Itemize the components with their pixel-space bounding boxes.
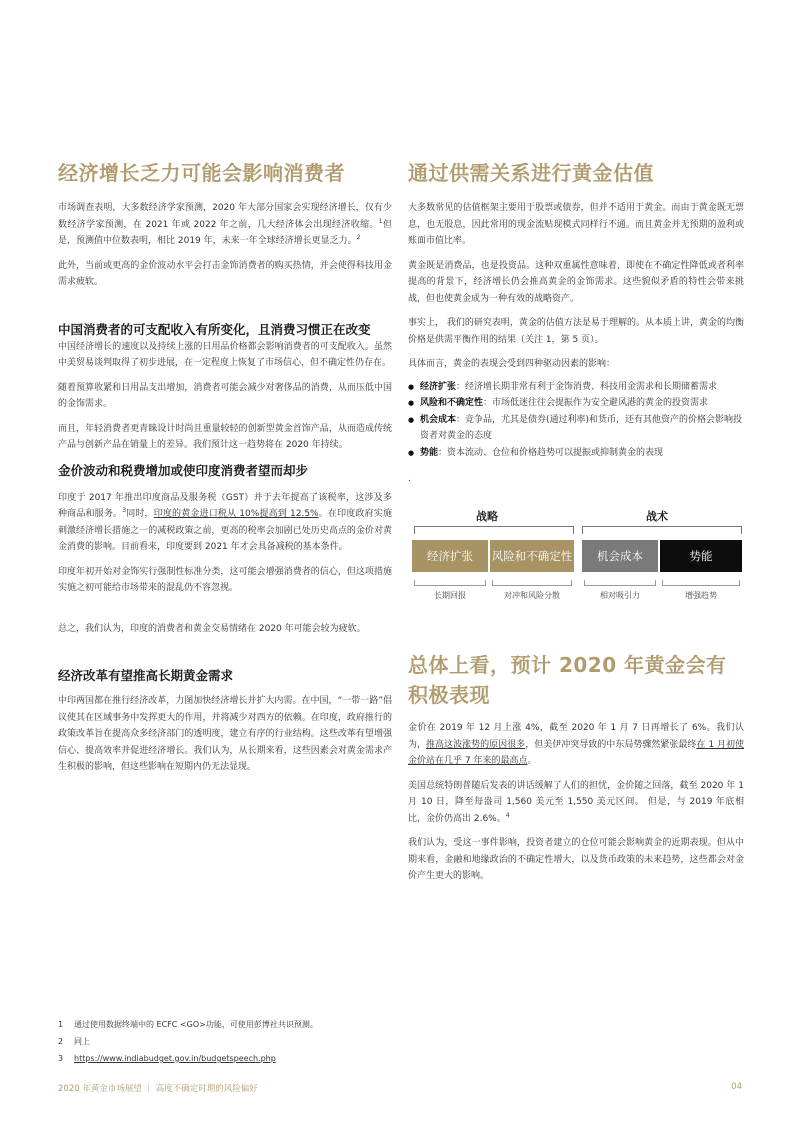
driver-list xyxy=(408,379,744,462)
paragraph: 此外，当前或更高的金价波动水平会打击金饰消费者的购买热情，并会使得科技用金需求疲软。 xyxy=(58,260,392,287)
paragraph: 印度于 2017 年推出印度商品及服务税（GST）并于去年提高了该税率，这涉及多种商品和服务。$^3$同时，印度的黄金进口税从 10%提高到 12.5%。在印度政府实施刺激经济增长措施之一的减税政策之前，更高的税率会加剧已处历史高点的金价对黄金消费的影响。目前看来，印度要到 2021 年才会具备减税的基本条件。 xyxy=(58,492,392,552)
paragraph: 印度年初开始对金饰实行强制性标准分类，这可能会增强消费者的信心，但这项措施实施之初可能给市场带来的混乱仍不容忽视。 xyxy=(58,566,392,593)
paragraph: 金价在 2019 年 12 月上涨 4%，截至 2020 年 1 月 7 日再增长了 6%。我们认为，推高这波涨势的原因很多，但美伊冲突导致的中东局势骤然紧张最终在 1 月初使金价站在几乎 7 年来的最高点。 xyxy=(408,723,744,766)
section-title-outlook: 总体上看，预计 2020 年黄金会有积极表现 xyxy=(408,653,727,707)
paragraph: 我们认为，受这一事件影响，投资者建立的仓位可能会影响黄金的近期表现。但从中期来看，金融和地缘政治的不确定性增大，以及货币政策的未来趋势，这些都会对金价产生更大的影响。 xyxy=(408,838,744,881)
right-column-lower xyxy=(408,650,744,885)
section-title-valuation: 通过供需关系进行黄金估值 xyxy=(408,161,654,185)
box-opportunity-cost: 机会成本 xyxy=(582,540,658,572)
subheading-reform: 经济改革有望推高长期黄金需求 xyxy=(58,668,234,683)
box-risk-uncertainty: 风险和不确定性 xyxy=(490,540,574,572)
paragraph: 事实上， 我们的研究表明，黄金的估值方法是易于理解的。从本质上讲，黄金的均衡价格是供需平衡作用的结果（关注 1，第 5 页）。 xyxy=(408,318,744,345)
sub-label: 相对吸引力 xyxy=(600,591,640,600)
footnote-ref: 1 xyxy=(378,217,383,225)
footnote: 3 https://www.indiabudget.gov.in/budgetspeech.php xyxy=(58,1050,458,1067)
sub-label: 对冲和风险分散 xyxy=(504,591,560,600)
sub-bracket xyxy=(662,580,740,586)
footnote: 2 同上 xyxy=(58,1037,90,1046)
sub-bracket xyxy=(414,580,486,586)
footnote-ref: 3 xyxy=(122,507,127,514)
paragraph: 中国经济增长的速度以及持续上涨的日用品价格都会影响消费者的可支配收入。虽然中美贸易谈判取得了初步进展，在一定程度上恢复了市场信心，但不确定性仍存在。 xyxy=(58,341,392,368)
subheading-china: 中国消费者的可支配收入有所变化，且消费习惯正在改变 xyxy=(58,321,371,337)
paragraph: 具体而言，黄金的表现会受到四种驱动因素的影响： xyxy=(408,359,616,369)
sub-bracket xyxy=(584,580,656,586)
box-economic-expansion: 经济扩张 xyxy=(412,540,488,572)
sub-label: 增强趋势 xyxy=(685,591,717,600)
sub-bracket xyxy=(492,580,572,586)
strategy-bracket xyxy=(414,526,574,534)
footer-title: 2020 年黄金市场展望 ｜ 高度不确定时期的风险偏好 xyxy=(58,1084,258,1094)
footnote-ref: 4 xyxy=(505,811,510,819)
box-momentum: 势能 xyxy=(660,540,742,572)
list-item: ● 势能：资本流动、仓位和价格趋势可以提振或抑制黄金的表现 xyxy=(408,445,744,462)
tactic-label: 战术 xyxy=(646,510,668,523)
left-column xyxy=(58,158,392,776)
list-item: ● 风险和不确定性：市场低迷往往会提振作为安全避风港的黄金的投资需求 xyxy=(408,395,744,412)
paragraph: 美国总统特朗普随后发表的讲话缓解了人们的担忧，金价随之回落，截至 2020 年 1 月 10 日，降至每盎司 1,560 美元至 1,550 美元区间。 但是，与 2019 年底相比，金价仍高出 2.6%。$^4$ xyxy=(408,780,744,824)
footnote: 1 通过使用数据终端中的 ECFC <GO>功能，可使用彭博社共识预测。 xyxy=(58,1020,318,1029)
paragraph: 大多数常见的估值框架主要用于股票或债券，但并不适用于黄金。而由于黄金既无票息，也无股息，因此常用的现金流贴现模式同样行不通。而且黄金并无预期的盈利或账面市值比率。 xyxy=(408,203,744,246)
stray-dot: . xyxy=(408,474,411,484)
section-title-economy: 经济增长乏力可能会影响消费者 xyxy=(58,161,345,185)
paragraph: 总之，我们认为，印度的消费者和黄金交易情绪在 2020 年可能会较为疲软。 xyxy=(58,623,366,634)
paragraph: 随着预算收紧和日用品支出增加，消费者可能会减少对奢侈品的消费，从而压低中国的金饰需求。 xyxy=(58,382,392,409)
paragraph: 中印两国都在推行经济改革，力图加快经济增长并扩大内需。在中国，“一带一路”倡议使其在区域事务中发挥更大的作用，并将减少对西方的依赖。在印度，政府推行的政策改革旨在提高众多经济部门的透明度，建立有序的行业结构。这些改革有望增强信心、提高效率并促进经济增长。我们认为，从长期来看，这些因素会对黄金需求产生积极的影响，但这些影响在短期内仍无法显现。 xyxy=(58,696,392,772)
footnote-ref: 2 xyxy=(356,234,361,241)
strategy-label: 战略 xyxy=(476,510,498,523)
right-column xyxy=(408,158,744,488)
paragraph: 市场调查表明，大多数经济学家预测，2020 年大部分国家会实现经济增长，仅有少数经济学家预测，在 2021 年或 2022 年之前，几大经济体会出现经济收缩。$^1$但是，预测值中位数表明，相比 2019 年，未来一年全球经济增长更显乏力。$^2$ xyxy=(58,203,392,246)
sub-label: 长期回报 xyxy=(434,591,466,600)
tactic-bracket xyxy=(582,526,742,534)
paragraph: 而且，年轻消费者更青睐设计时尚且重量较轻的创新型黄金首饰产品，从而造成传统产品与创新产品在销量上的差异。我们预计这一趋势将在 2020 年持续。 xyxy=(58,423,392,450)
footnotes xyxy=(58,1016,458,1067)
list-item: ● 机会成本：竞争品，尤其是债券(通过利率)和货币，还有其他资产的价格会影响投资者对黄金的态度 xyxy=(408,412,744,445)
budget-speech-link[interactable]: https://www.indiabudget.gov.in/budgetspeech.php xyxy=(74,1054,276,1063)
page-footer xyxy=(58,1082,742,1094)
paragraph: 黄金既是消费品，也是投资品。这种双重属性意味着，即使在不确定性降低或者利率提高的背景下，经济增长仍会推高黄金的金饰需求。这些貌似矛盾的特性会带来挑战，但也使黄金成为一种有效的战略资产。 xyxy=(408,260,744,304)
page-number: 04 xyxy=(731,1082,742,1092)
subheading-india: 金价波动和税费增加或使印度消费者望而却步 xyxy=(58,462,309,478)
list-item: ● 经济扩张：经济增长期非常有利于金饰消费、科技用金需求和长期储蓄需求 xyxy=(408,379,744,396)
drivers-diagram xyxy=(408,504,744,604)
